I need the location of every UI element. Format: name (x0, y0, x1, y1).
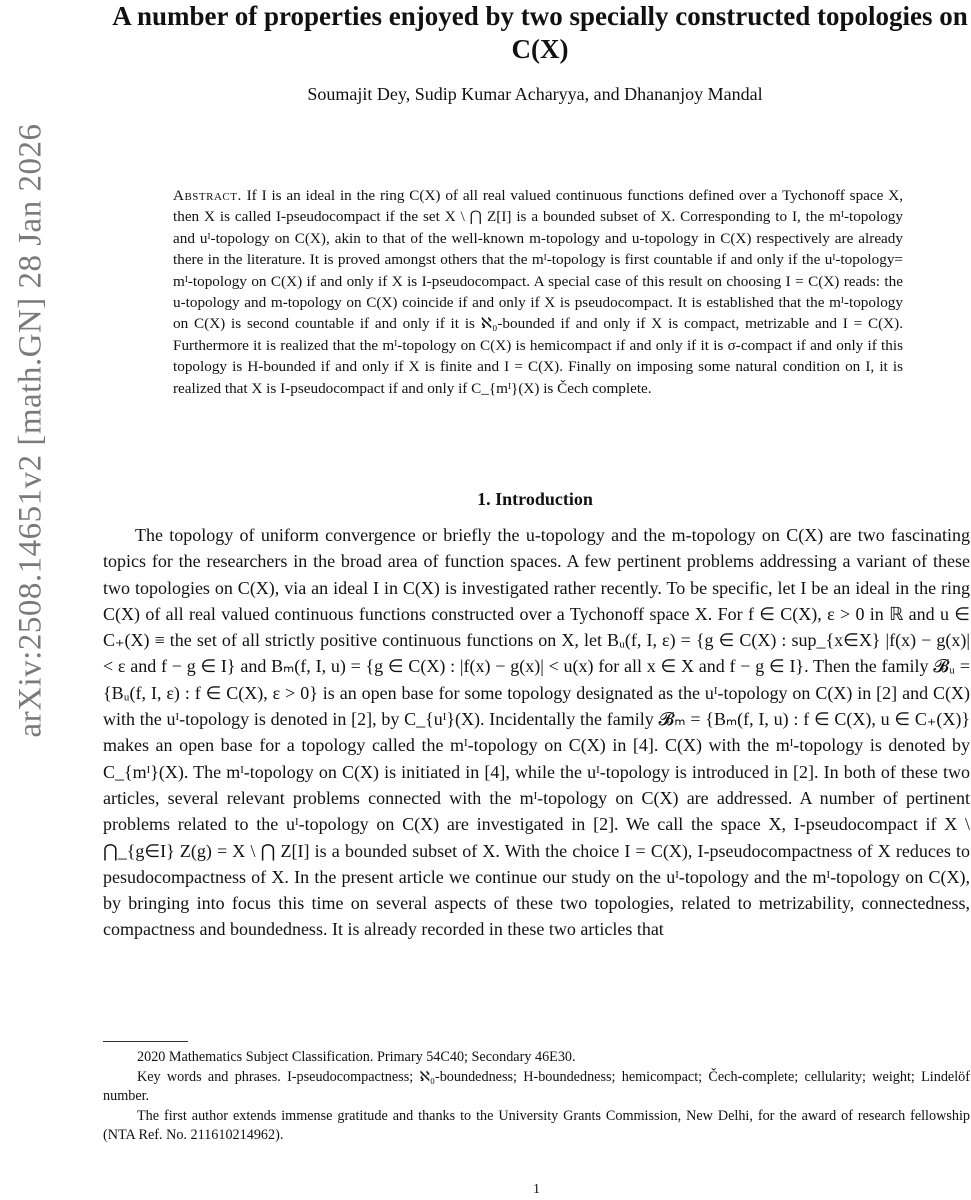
introduction-paragraph: The topology of uniform convergence or briefly the u-topology and the m-topology on C(X) are two fascinating topics for the researchers in the broad area of function spaces. A few pertinent problems addressing a variant of these two topologies on C(X), via an ideal I in C(X) is investigated rather recently. To be specific, let I be an ideal in the ring C(X) of all real valued continuous functions constructed over a Tychonoff space X. For f ∈ C(X), ε > 0 in ℝ and u ∈ C₊(X) ≡ the set of all strictly positive continuous functions on X, let Bᵤ(f, I, ε) = {g ∈ C(X) : sup_{x∈X} |f(x) − g(x)| < ε and f − g ∈ I} and Bₘ(f, I, u) = {g ∈ C(X) : |f(x) − g(x)| < u(x) for all x ∈ X and f − g ∈ I}. Then the family 𝓑ᵤ = {Bᵤ(f, I, ε) : f ∈ C(X), ε > 0} is an open base for some topology designated as the uᴵ-topology on C(X) in [2] and C(X) with the uᴵ-topology is denoted in [2], by C_{uᴵ}(X). Incidentally the family 𝓑ₘ = {Bₘ(f, I, u) : f ∈ C(X), u ∈ C₊(X)} makes an open base for a topology called the mᴵ-topology on C(X) in [4]. C(X) with the mᴵ-topology is denoted by C_{mᴵ}(X). The mᴵ-topology on C(X) is initiated in [4], while the uᴵ-topology is introduced in [2]. In both of these two articles, several relevant problems connected with the mᴵ-topology on C(X) are addressed. A number of pertinent problems related to the uᴵ-topology on C(X) are investigated in [2]. We call the space X, I-pseudocompact if X \ ⋂_{g∈I} Z(g) = X \ ⋂ Z[I] is a bounded subset of X. With the choice I = C(X), I-pseudocompactness of X reduces to pesudocompactness of X. In the present article we continue our study on the uᴵ-topology and the mᴵ-topology on C(X), by bringing into focus this time on several aspects of these two topologies, related to metrizability, connectedness, compactness and boundedness. It is already recorded in these two articles that (103, 525, 970, 940)
paper-authors: Soumajit Dey, Sudip Kumar Acharyya, and Dhananjoy Mandal (307, 84, 763, 104)
page-number: 1 (533, 1182, 540, 1197)
abstract-label: Abstract. (173, 187, 242, 204)
arxiv-identifier: arXiv:2508.14651v2 [math.GN] 28 Jan 2026 (12, 123, 49, 737)
footnote-acknowledgement: The first author extends immense gratitude and thanks to the University Grants Commission, New Delhi, for the award of research fellowship (NTA Ref. No. 211610214962). (103, 1107, 970, 1143)
arxiv-sidebar-stamp (4, 123, 58, 737)
abstract-block (173, 185, 903, 399)
introduction-body (103, 522, 970, 943)
footnote-rule (103, 1041, 188, 1042)
footnotes (103, 1048, 970, 1146)
footnote-msc: 2020 Mathematics Subject Classification. Primary 54C40; Secondary 46E30. (137, 1049, 576, 1065)
abstract-text: If I is an ideal in the ring C(X) of all real valued continuous functions defined over a Tychonoff space X, then X is called I-pseudocompact if the set X \ ⋂ Z[I] is a bounded subset of X. Corresponding to I, the mᴵ-topology and uᴵ-topology on C(X), akin to that of the well-known m-topology and u-topology in C(X) respectively are already there in the literature. It is proved amongst others that the mᴵ-topology is first countable if and only if the uᴵ-topology= mᴵ-topology on C(X) if and only if X is I-pseudocompact. A special case of this result on choosing I = C(X) reads: the u-topology and m-topology on C(X) coincide if and only if X is pseudocompact. It is established that the mᴵ-topology on C(X) is second countable if and only if it is ℵ₀-bounded if and only if X is compact, metrizable and I = C(X). Furthermore it is realized that the mᴵ-topology on C(X) is hemicompact if and only if it is σ-compact if and only if this topology is H-bounded if and only if X is finite and I = C(X). Finally on imposing some natural condition on I, it is realized that X is I-pseudocompact if and only if C_{mᴵ}(X) is Čech complete. (173, 187, 904, 397)
footnote-keywords: Key words and phrases. I-pseudocompactness; ℵ₀-boundedness; H-boundedness; hemicompact; Čech-complete; cellularity; weight; Lindelöf number. (103, 1068, 970, 1104)
paper-title: A number of properties enjoyed by two specially constructed topologies on C(X) (112, 1, 968, 64)
section-heading-introduction: 1. Introduction (477, 489, 593, 509)
